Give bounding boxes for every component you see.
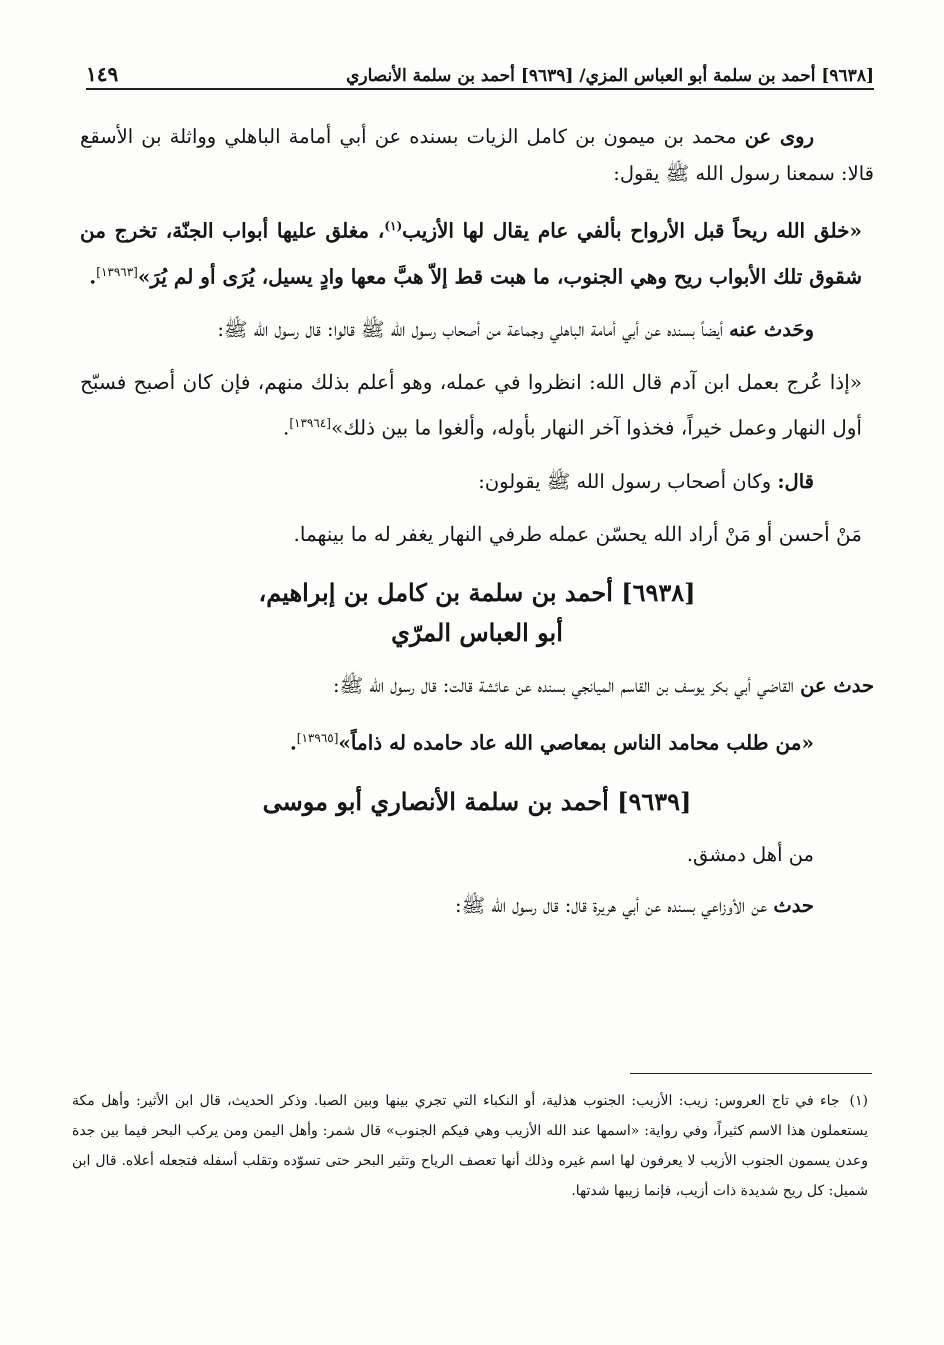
- footnote-text: جاء في تاج العروس: زيب: الأزيب: الجنوب هذلية، أو النكباء التي تجري بينها وبين الصبا. وذكر الحديث، قال ابن الأثير: وأهل مكة يستعملون هذا الاسم كثيراً، وفي رواية: «اسمها عند الله الأزيب وهي فيكم الجنوب» قال شمر: وأهل اليمن ومن يركب البحر فيما بين جدة وعدن يسمون الجنوب الأزيب لا يعرفون لها اسم غيره وذلك أنها تعصف الرياح وتثير البحر حتى تسوّده وتقلب أسفله فتجعله أعلاه. قال ابن شميل: كل ريح شديدة ذات أزيب، فإنما زيبها شدتها.: [72, 1093, 868, 1199]
- hadith-number: [١٣٩٦٤]: [289, 416, 331, 431]
- page-header: [86, 52, 874, 86]
- paragraph-min-ahl-dimashq: [80, 836, 874, 873]
- quote-end: .: [282, 415, 290, 440]
- paragraph-haddath-anhu: [80, 311, 874, 348]
- heading-line-1: [٦٩٣٨] أحمد بن سلمة بن كامل بن إبراهيم،: [258, 577, 696, 607]
- main-text: [80, 118, 874, 938]
- paragraph-text: أيضاً بسنده عن أبي أمامة الباهلي وجماعة من أصحاب رسول الله ﷺ قالوا: قال رسول الله ﷺ:: [217, 318, 730, 342]
- paragraph-text: عن الأوزاعي بسنده عن أبي هريرة قال: قال رسول الله ﷺ:: [455, 893, 774, 917]
- hadith-quote-mahamid: [80, 718, 874, 764]
- hadith-number: [١٣٩٦٣]: [96, 264, 138, 279]
- paragraph-lead: حدث: [773, 893, 814, 917]
- entry-heading-9639: [80, 782, 874, 822]
- saying-quote: [80, 514, 874, 555]
- quote-text: «إذا عُرج بعمل ابن آدم قال الله: انظروا في عمله، وهو أعلم بذلك منهم، فإن كان أصبح فسبّح أول النهار وعمل خيراً، فخذوا آخر النهار بأوله، وألغوا ما بين ذلك»: [80, 370, 862, 440]
- paragraph-rawa-an: [80, 118, 874, 192]
- paragraph-text: محمد بن ميمون بن كامل الزيات بسنده عن أبي أمامة الباهلي وواثلة بن الأسقع قالا: سمعنا رسول الله ﷺ يقول:: [80, 125, 874, 185]
- quote-end: .: [89, 264, 97, 289]
- heading-line-2: أبو العباس المرّي: [391, 617, 563, 647]
- paragraph-text: وكان أصحاب رسول الله ﷺ يقولون:: [478, 469, 778, 493]
- hadith-number: [١٣٩٦٥]: [296, 730, 339, 745]
- hadith-quote-amal: [80, 362, 874, 449]
- quote-text: ، مغلق عليها أبواب الجنّة، تخرج من شقوق تلك الأبواب ريح وهي الجنوب، ما هبت قط إلاّ هبَّ معها وادٍ يسيل، يُرَى أو لم يُرَ»: [80, 218, 862, 289]
- footnote-number: (١): [849, 1093, 868, 1109]
- paragraph-lead: قال:: [777, 469, 814, 493]
- footnote: [72, 1086, 868, 1206]
- paragraph-text: القاضي أبي بكر يوسف بن القاسم الميانجي بسنده عن عائشة قالت: قال رسول الله ﷺ:: [333, 673, 801, 697]
- paragraph-lead: حدث عن: [800, 673, 874, 697]
- heading-line-1: [٩٦٣٩] أحمد بن سلمة الأنصاري أبو موسى: [262, 786, 692, 816]
- quote-end: .: [289, 730, 297, 755]
- quote-text: «من طلب محامد الناس بمعاصي الله عاد حامده له ذاماً»: [338, 730, 814, 755]
- paragraph-lead: روى عن: [744, 125, 814, 148]
- header-rule: [86, 88, 874, 90]
- hadith-quote-azyab: [80, 206, 874, 297]
- paragraph-qala: [80, 463, 874, 500]
- quote-text: «خلق الله ريحاً قبل الأرواح بألفي عام يقال لها الأزيب: [402, 218, 862, 243]
- entry-heading-9638: [80, 573, 874, 653]
- page-number: ١٤٩: [86, 62, 119, 86]
- quote-text: مَنْ أحسن أو مَنْ أراد الله يحسّن عمله طرفي النهار يغفر له ما بينهما.: [293, 521, 862, 546]
- paragraph-haddath-an-awzai: [80, 887, 874, 924]
- paragraph-haddath-an-qadi: [80, 667, 874, 704]
- footnote-rule: [630, 1073, 872, 1074]
- paragraph-lead: وحَدث عنه: [729, 318, 814, 342]
- footnote-marker: (١): [384, 219, 403, 233]
- paragraph-text: من أهل دمشق.: [686, 842, 814, 866]
- running-title: [٩٦٣٨] أحمد بن سلمة أبو العباس المزي/ [٩٦٣٩] أحمد بن سلمة الأنصاري: [346, 66, 874, 86]
